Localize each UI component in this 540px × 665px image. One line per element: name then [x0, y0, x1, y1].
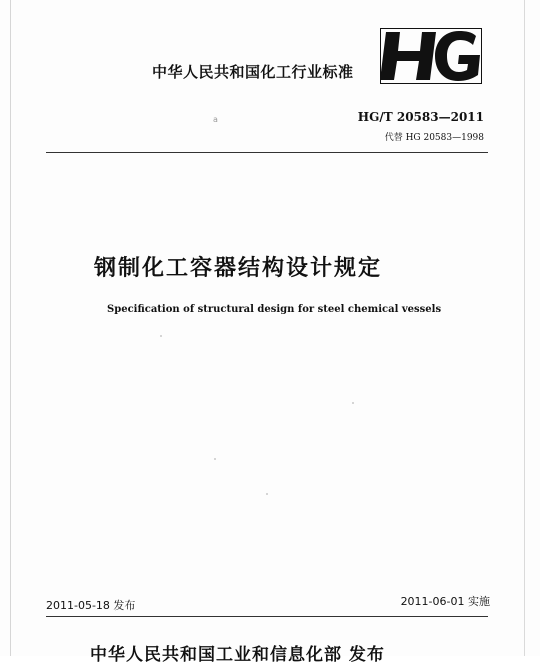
hg-logo: [380, 28, 482, 84]
document-title-chinese: 钢制化工容器结构设计规定: [94, 256, 383, 281]
industry-standard-heading: 中华人民共和国化工行业标准: [152, 63, 354, 81]
scan-speck: [160, 335, 162, 337]
bottom-rule: [46, 616, 488, 617]
page-edge-right: [524, 0, 525, 656]
implementation-date: 2011-06-01 实施: [400, 595, 490, 608]
page-edge-left: [10, 0, 11, 656]
replaces-standard: 代替 HG 20583—1998: [384, 133, 484, 143]
document-title-english: Specification of structural design for steel chemical vessels: [107, 304, 442, 315]
scan-speck: [214, 458, 216, 460]
issue-date: 2011-05-18 发布: [46, 599, 136, 612]
top-rule: [46, 152, 488, 153]
scan-speck: [266, 493, 268, 495]
standard-number: HG/T 20583—2011: [357, 110, 484, 124]
issuing-authority: 中华人民共和国工业和信息化部 发布: [90, 645, 385, 665]
scan-speck: [352, 402, 354, 404]
scan-mark: a: [213, 115, 218, 124]
